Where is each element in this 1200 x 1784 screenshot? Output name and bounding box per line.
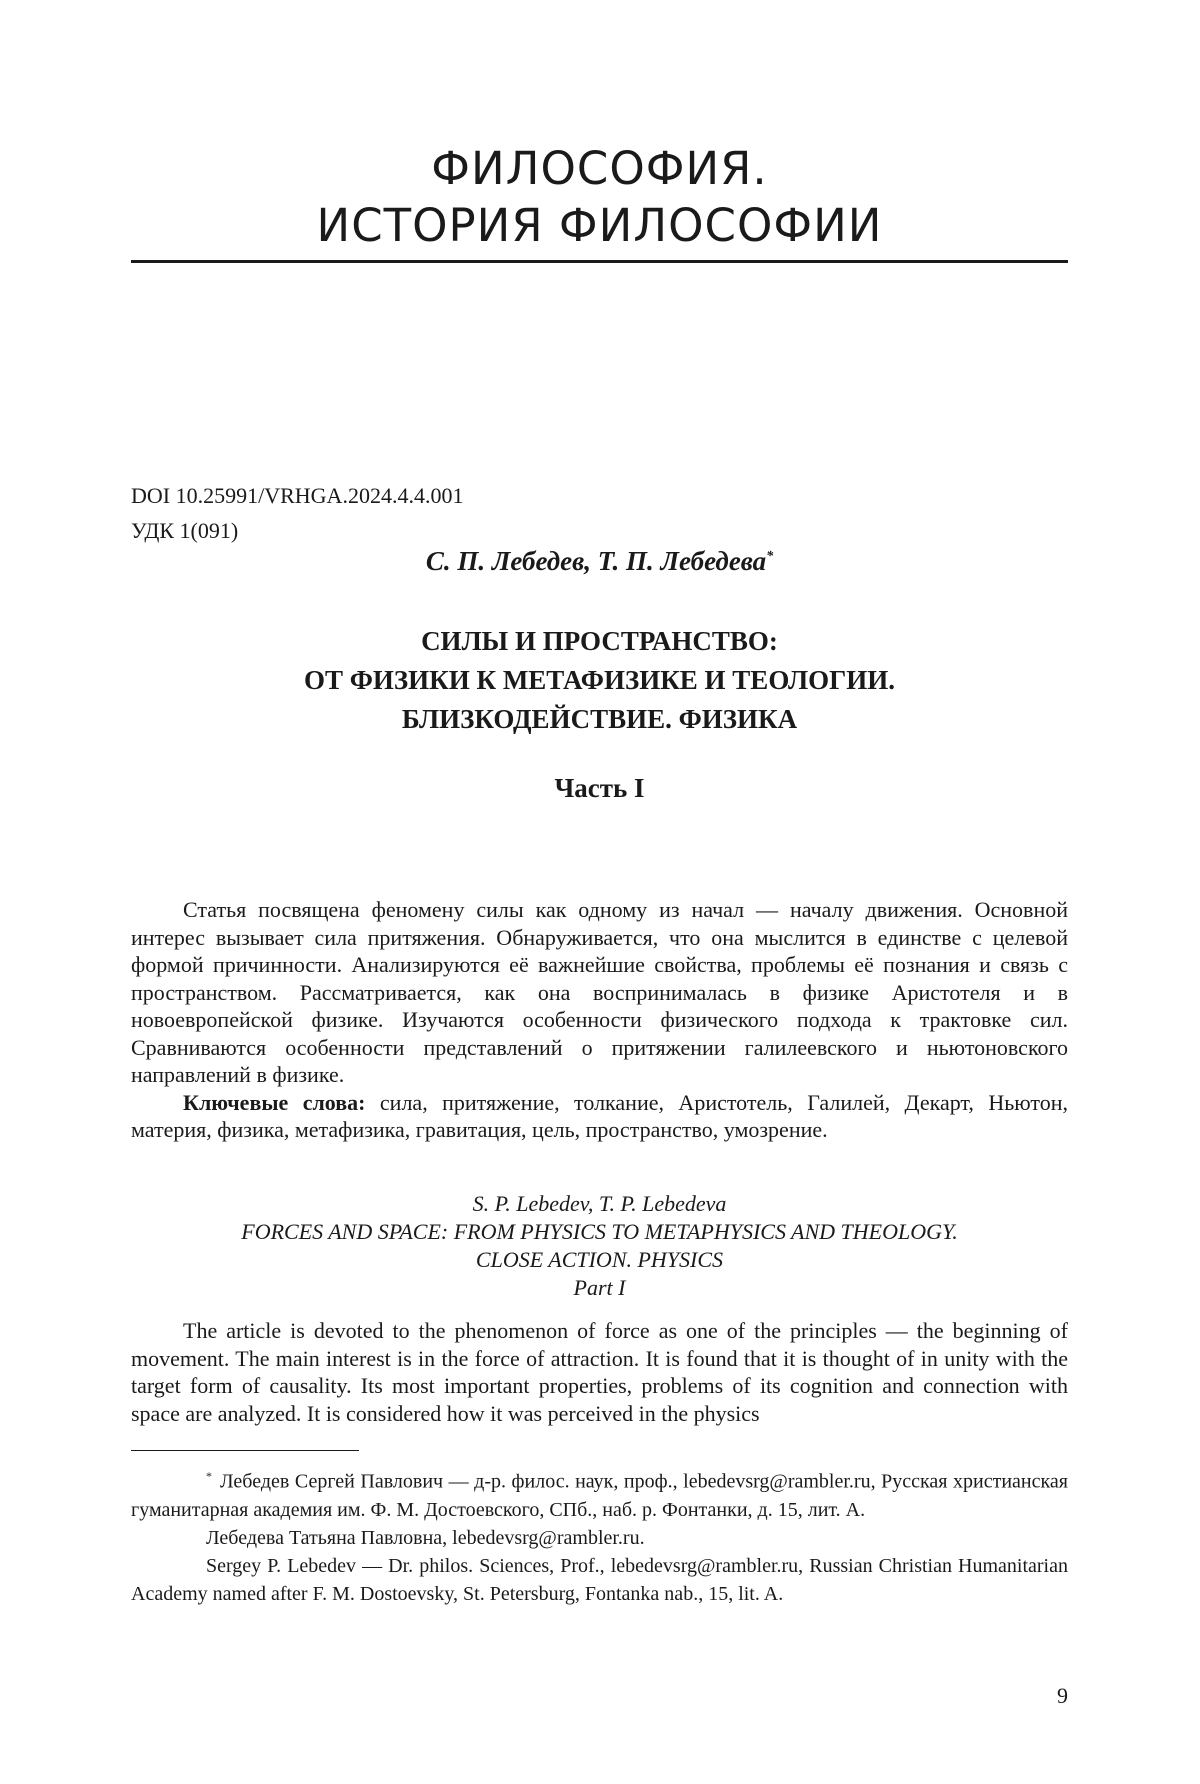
page-number: 9	[1057, 1683, 1068, 1709]
authors-ru	[131, 546, 1068, 577]
article-meta	[131, 478, 463, 548]
authors-ru-names: С. П. Лебедев, Т. П. Лебедева	[426, 546, 766, 576]
abstract-ru-text: Статья посвящена феномену силы как одному из начал — началу движения. Основной интерес вызывает сила притяжения. Обнаруживается, что она мыслится в единстве с целевой формой причинности. Анализируются её важнейшие свойства, проблемы её познания и связь с пространством. Рассматривается, как она воспринималась в физике Аристотеля и в новоевропейской физике. Изучаются особенности физического подхода к трактовке сил. Сравниваются особенности представлений о притяжении галилеевского и ньютоновского направлений в физике.	[131, 896, 1068, 1089]
section-divider	[131, 260, 1068, 263]
abstract-en	[131, 1317, 1068, 1427]
keywords-label: Ключевые слова:	[183, 1090, 365, 1115]
title-ru-line3: БЛИЗКОДЕЙСТВИЕ. ФИЗИКА	[131, 700, 1068, 739]
footnote-marker: *	[766, 549, 773, 564]
abstract-en-text: The article is devoted to the phenomenon of force as one of the principles — the beginning of movement. The main interest is in the force of attraction. It is found that it is thought of in unity with the target form of causality. Its most important properties, problems of its cognition and connection with space are analyzed. It is considered how it was perceived in the physics	[131, 1317, 1068, 1427]
title-en-line2: CLOSE ACTION. PHYSICS	[131, 1246, 1068, 1274]
title-ru-line2: ОТ ФИЗИКИ К МЕТАФИЗИКЕ И ТЕОЛОГИИ.	[131, 661, 1068, 700]
section-title-line2: ИСТОРИЯ ФИЛОСОФИИ	[131, 197, 1068, 254]
section-title-line1: ФИЛОСОФИЯ.	[131, 140, 1068, 197]
part-label-en: Part I	[131, 1274, 1068, 1302]
footnote-1	[131, 1462, 1068, 1524]
keywords-text: сила, притяжение, толкание, Аристотель, Галилей, Декарт, Ньютон, материя, физика, метафизика, гравитация, цель, пространство, умозрение.	[131, 1090, 1068, 1143]
keywords-ru	[131, 1089, 1068, 1144]
english-header	[131, 1190, 1068, 1302]
footnote-2: Лебедева Татьяна Павловна, lebedevsrg@rambler.ru.	[131, 1524, 1068, 1552]
footnotes	[131, 1462, 1068, 1608]
title-en-line1: FORCES AND SPACE: FROM PHYSICS TO METAPHYSICS AND THEOLOGY.	[131, 1218, 1068, 1246]
udc-code: УДК 1(091)	[131, 513, 463, 548]
abstract-ru	[131, 896, 1068, 1144]
article-title-ru	[131, 622, 1068, 739]
footnote-3: Sergey P. Lebedev — Dr. philos. Sciences, Prof., lebedevsrg@rambler.ru, Russian Christian Humanitarian Academy named after F. M. Dostoevsky, St. Petersburg, Fontanka nab., 15, lit. A.	[131, 1552, 1068, 1608]
doi: DOI 10.25991/VRHGA.2024.4.4.001	[131, 478, 463, 513]
footnote-divider	[131, 1450, 359, 1451]
title-ru-line1: СИЛЫ И ПРОСТРАНСТВО:	[131, 622, 1068, 661]
part-label-ru: Часть I	[131, 773, 1068, 804]
footnote-1-text: Лебедев Сергей Павлович — д-р. филос. наук, проф., lebedevsrg@rambler.ru, Русская христианская гуманитарная академия им. Ф. М. Достоевского, СПб., наб. р. Фонтанки, д. 15, лит. А.	[131, 1471, 1068, 1521]
authors-en: S. P. Lebedev, T. P. Lebedeva	[131, 1190, 1068, 1218]
footnote-1-marker: *	[206, 1469, 212, 1483]
section-heading	[131, 140, 1068, 254]
